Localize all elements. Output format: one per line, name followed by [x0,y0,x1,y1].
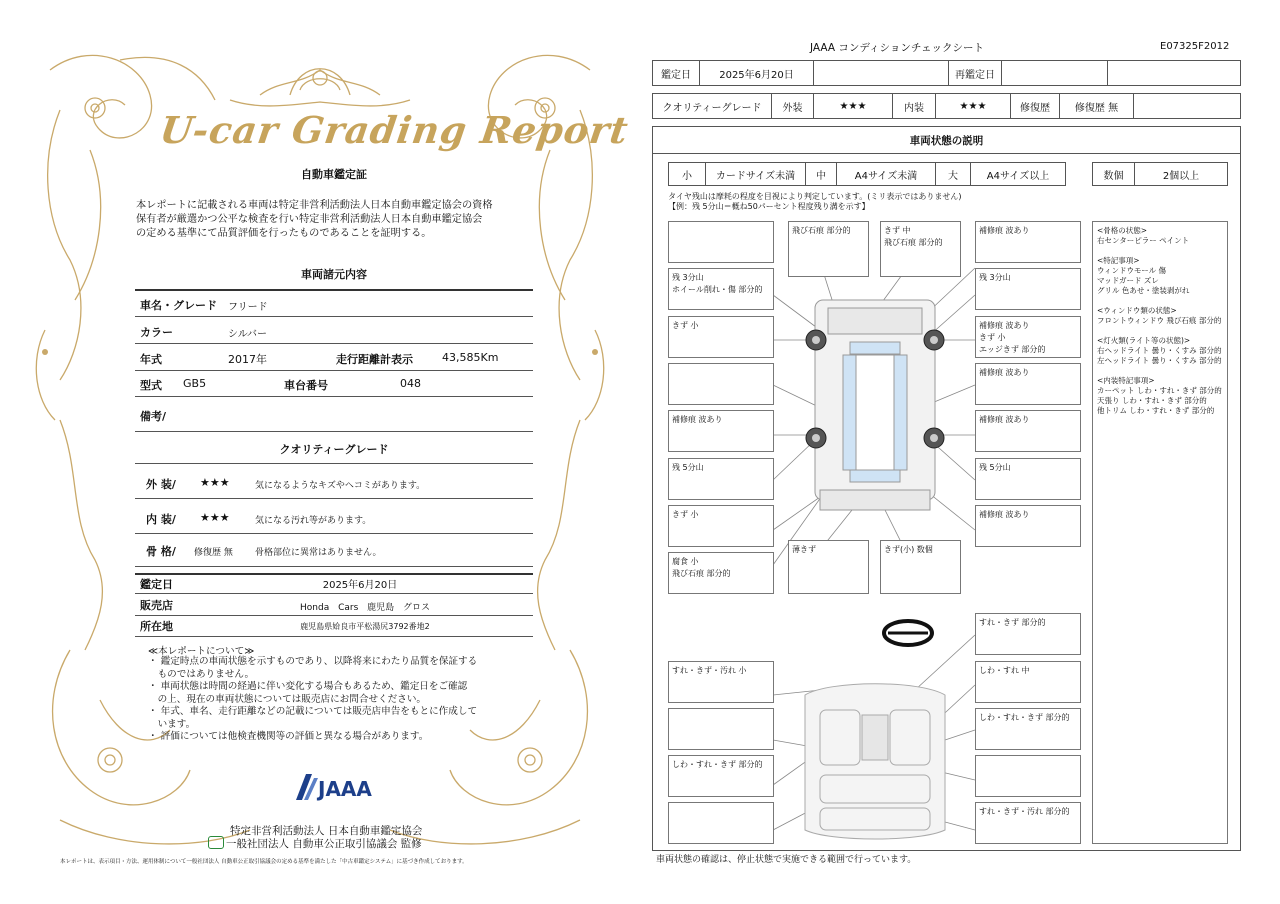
report-title: U-car Grading Report [157,108,632,152]
interior-box [668,802,774,844]
size-small: 小 [668,162,706,186]
interior-box [975,755,1081,797]
inspection-date-label: 鑑定日 [140,578,173,591]
note-item: ・ 年式、車名、走行距離などの記載については販売店申告をもとに作成して います。 [148,706,478,730]
car-name-label: 車名・グレード [140,299,217,312]
tire-note-2: 【例：残 5分山＝概ね50パーセント程度残り溝を示す】 [668,202,870,211]
spec-heading: 車両諸元内容 [301,268,367,281]
damage-box: 腐食 小 飛び石痕 部分的 [668,552,774,594]
damage-box: 補修痕 波あり [975,363,1081,405]
org-name-2: 一般社団法人 自動車公正取引協議会 監修 [226,838,422,850]
damage-box: 補修痕 波あり [975,505,1081,547]
sheet-id: E07325F2012 [1160,41,1230,52]
interior-label: 内装 [892,93,936,119]
year-value: 2017年 [228,353,267,366]
address-label: 所在地 [140,620,173,633]
frame-grade-comment: 骨格部位に異常はありません。 [255,548,382,558]
note-item: ・ 車両状態は時間の経過に伴い変化する場合もあるため、鑑定日をご確認 の上、現在の車両状態については販売店にお問合せください。 [148,681,468,705]
count-label: 数個 [1092,162,1135,186]
damage-box: 補修痕 波あり [668,410,774,452]
damage-box: きず 小 [668,505,774,547]
interior-box: すれ・きず 部分的 [975,613,1081,655]
remarks-label: 備考/ [140,410,167,423]
damage-box: 残 5分山 [975,458,1081,500]
dealer-label: 販売店 [140,599,173,612]
interior-comment: 気になる汚れ等があります。 [255,516,372,526]
seal-icon [208,836,224,849]
mileage-value: 43,585Km [442,351,499,364]
sheet-footer: 車両状態の確認は、停止状態で実施できる範囲で行っています。 [656,855,917,865]
jaaa-logo [292,770,382,808]
exterior-label: 外 装/ [146,478,176,491]
reinspect-blank [1107,60,1241,86]
frame-number-value: 048 [400,377,421,390]
interior-box [668,708,774,750]
interior-box: しわ・すれ 中 [975,661,1081,703]
damage-box: 残 3分山 [975,268,1081,310]
repair-blank [1133,93,1241,119]
reinspect-label: 再鑑定日 [948,60,1002,86]
date-value: 2025年6月20日 [699,60,814,86]
damage-box: 飛び石痕 部分的 [788,221,869,277]
damage-box: 残 5分山 [668,458,774,500]
exterior-stars: ★★★ [813,93,893,119]
frame-number-label: 車台番号 [284,379,328,392]
section-title: 車両状態の説明 [652,126,1241,154]
interior-stars: ★★★ [935,93,1011,119]
sheet-title: JAAA コンディションチェックシート [810,42,985,54]
damage-box: 補修痕 波あり [975,221,1081,263]
mileage-label: 走行距離計表示 [336,353,413,366]
org-name-1: 特定非営利活動法人 日本自動車鑑定協会 [230,825,423,837]
certificate-intro: 本レポートに記載される車両は特定非営利活動法人日本自動車鑑定協会の資格 保有者が厳選かつ公平な検査を行い特定非営利活動法人日本自動車鑑定協会 の定める基準にて品質評価を行ったものであることを証明する。 [136,200,493,239]
damage-box: きず(小) 数個 [880,540,961,594]
size-small-desc: カードサイズ未満 [705,162,806,186]
color-value: シルバー [228,329,268,340]
condition-notes: <骨格の状態> 右センターピラー ペイント <特記事項> ウィンドウモール 傷 マッドガード ズレ グリル 色あせ・塗装剥がれ <ウィンドウ類の状態> フロントウィンドウ 飛び石痕 部分的 <灯火類(ライト等の状態)> 右ヘッドライト 曇り・くすみ 部分的 左ヘッドライト 曇り・くすみ 部分的 <内装特記事項> カーペット しわ・すれ・きず 部分的 天張り しわ・すれ・きず 部分的 他トリム しわ・すれ・きず 部分的 [1092,221,1228,844]
certificate-footer: 本レポートは、表示項目・方法、運用体制について一般社団法人 自動車公正取引協議会の定める基準を満たした「中古車鑑定システム」に基づき作成しております。 [60,859,468,865]
interior-box: しわ・すれ・きず 部分的 [975,708,1081,750]
size-large-desc: A4サイズ以上 [970,162,1066,186]
damage-box [668,221,774,263]
damage-box: きず 中 飛び石痕 部分的 [880,221,961,277]
address-value: 鹿児島県姶良市平松湯尻3792番地2 [300,622,430,631]
notes-list [148,656,538,744]
interior-box: しわ・すれ・きず 部分的 [668,755,774,797]
car-name-value: フリード [228,302,268,313]
interior-stars: ★★★ [200,511,230,524]
size-large: 大 [935,162,971,186]
exterior-label: 外装 [771,93,814,119]
interior-label: 内 装/ [146,513,176,526]
color-label: カラー [140,326,173,339]
note-item: ・ 鑑定時点の車両状態を示すものであり、以降将来にわたり品質を保証する ものではありません。 [148,656,478,680]
frame-grade-label: 骨 格/ [146,545,176,558]
size-mid-desc: A4サイズ未満 [836,162,936,186]
dealer-value: Honda Cars 鹿児島 グロス [300,603,430,613]
inspection-date-value: 2025年6月20日 [322,580,398,591]
count-desc: 2個以上 [1134,162,1228,186]
tire-note-1: タイヤ残山は摩耗の程度を目視により判定しています。(ミリ表示ではありません) [668,192,962,201]
damage-box: 残 3分山 ホイール削れ・傷 部分的 [668,268,774,310]
repair-label: 修復歴 [1010,93,1060,119]
damage-box: 補修痕 波あり [975,410,1081,452]
repair-value: 修復歴 無 [1059,93,1134,119]
exterior-stars: ★★★ [200,476,230,489]
reinspect-value [1001,60,1108,86]
model-value: GB5 [183,377,207,390]
exterior-comment: 気になるようなキズやヘコミがあります。 [255,481,426,491]
notes-heading: ≪本レポートについて≫ [148,646,255,657]
model-label: 型式 [140,379,162,392]
steering-wheel-icon [884,621,932,645]
date-blank [813,60,949,86]
damage-box [668,363,774,405]
damage-box: 補修痕 波あり きず 小 エッジきず 部分的 [975,316,1081,358]
interior-box: すれ・きず・汚れ 部分的 [975,802,1081,844]
jaaa-logo-icon [292,770,382,804]
damage-box: きず 小 [668,316,774,358]
quality-grade-label: クオリティーグレード [652,93,772,119]
date-label: 鑑定日 [652,60,700,86]
damage-box: 薄きず [788,540,869,594]
jaaa-logo-text: JAAA [318,777,372,801]
quality-heading: クオリティーグレード [279,443,389,456]
frame-grade-value: 修復歴 無 [194,548,233,558]
interior-box: すれ・きず・汚れ 小 [668,661,774,703]
size-mid: 中 [805,162,837,186]
note-item: ・ 評価については他検査機関等の評価と異なる場合があります。 [148,731,429,742]
year-label: 年式 [140,353,162,366]
certificate-subtitle: 自動車鑑定証 [301,168,367,181]
